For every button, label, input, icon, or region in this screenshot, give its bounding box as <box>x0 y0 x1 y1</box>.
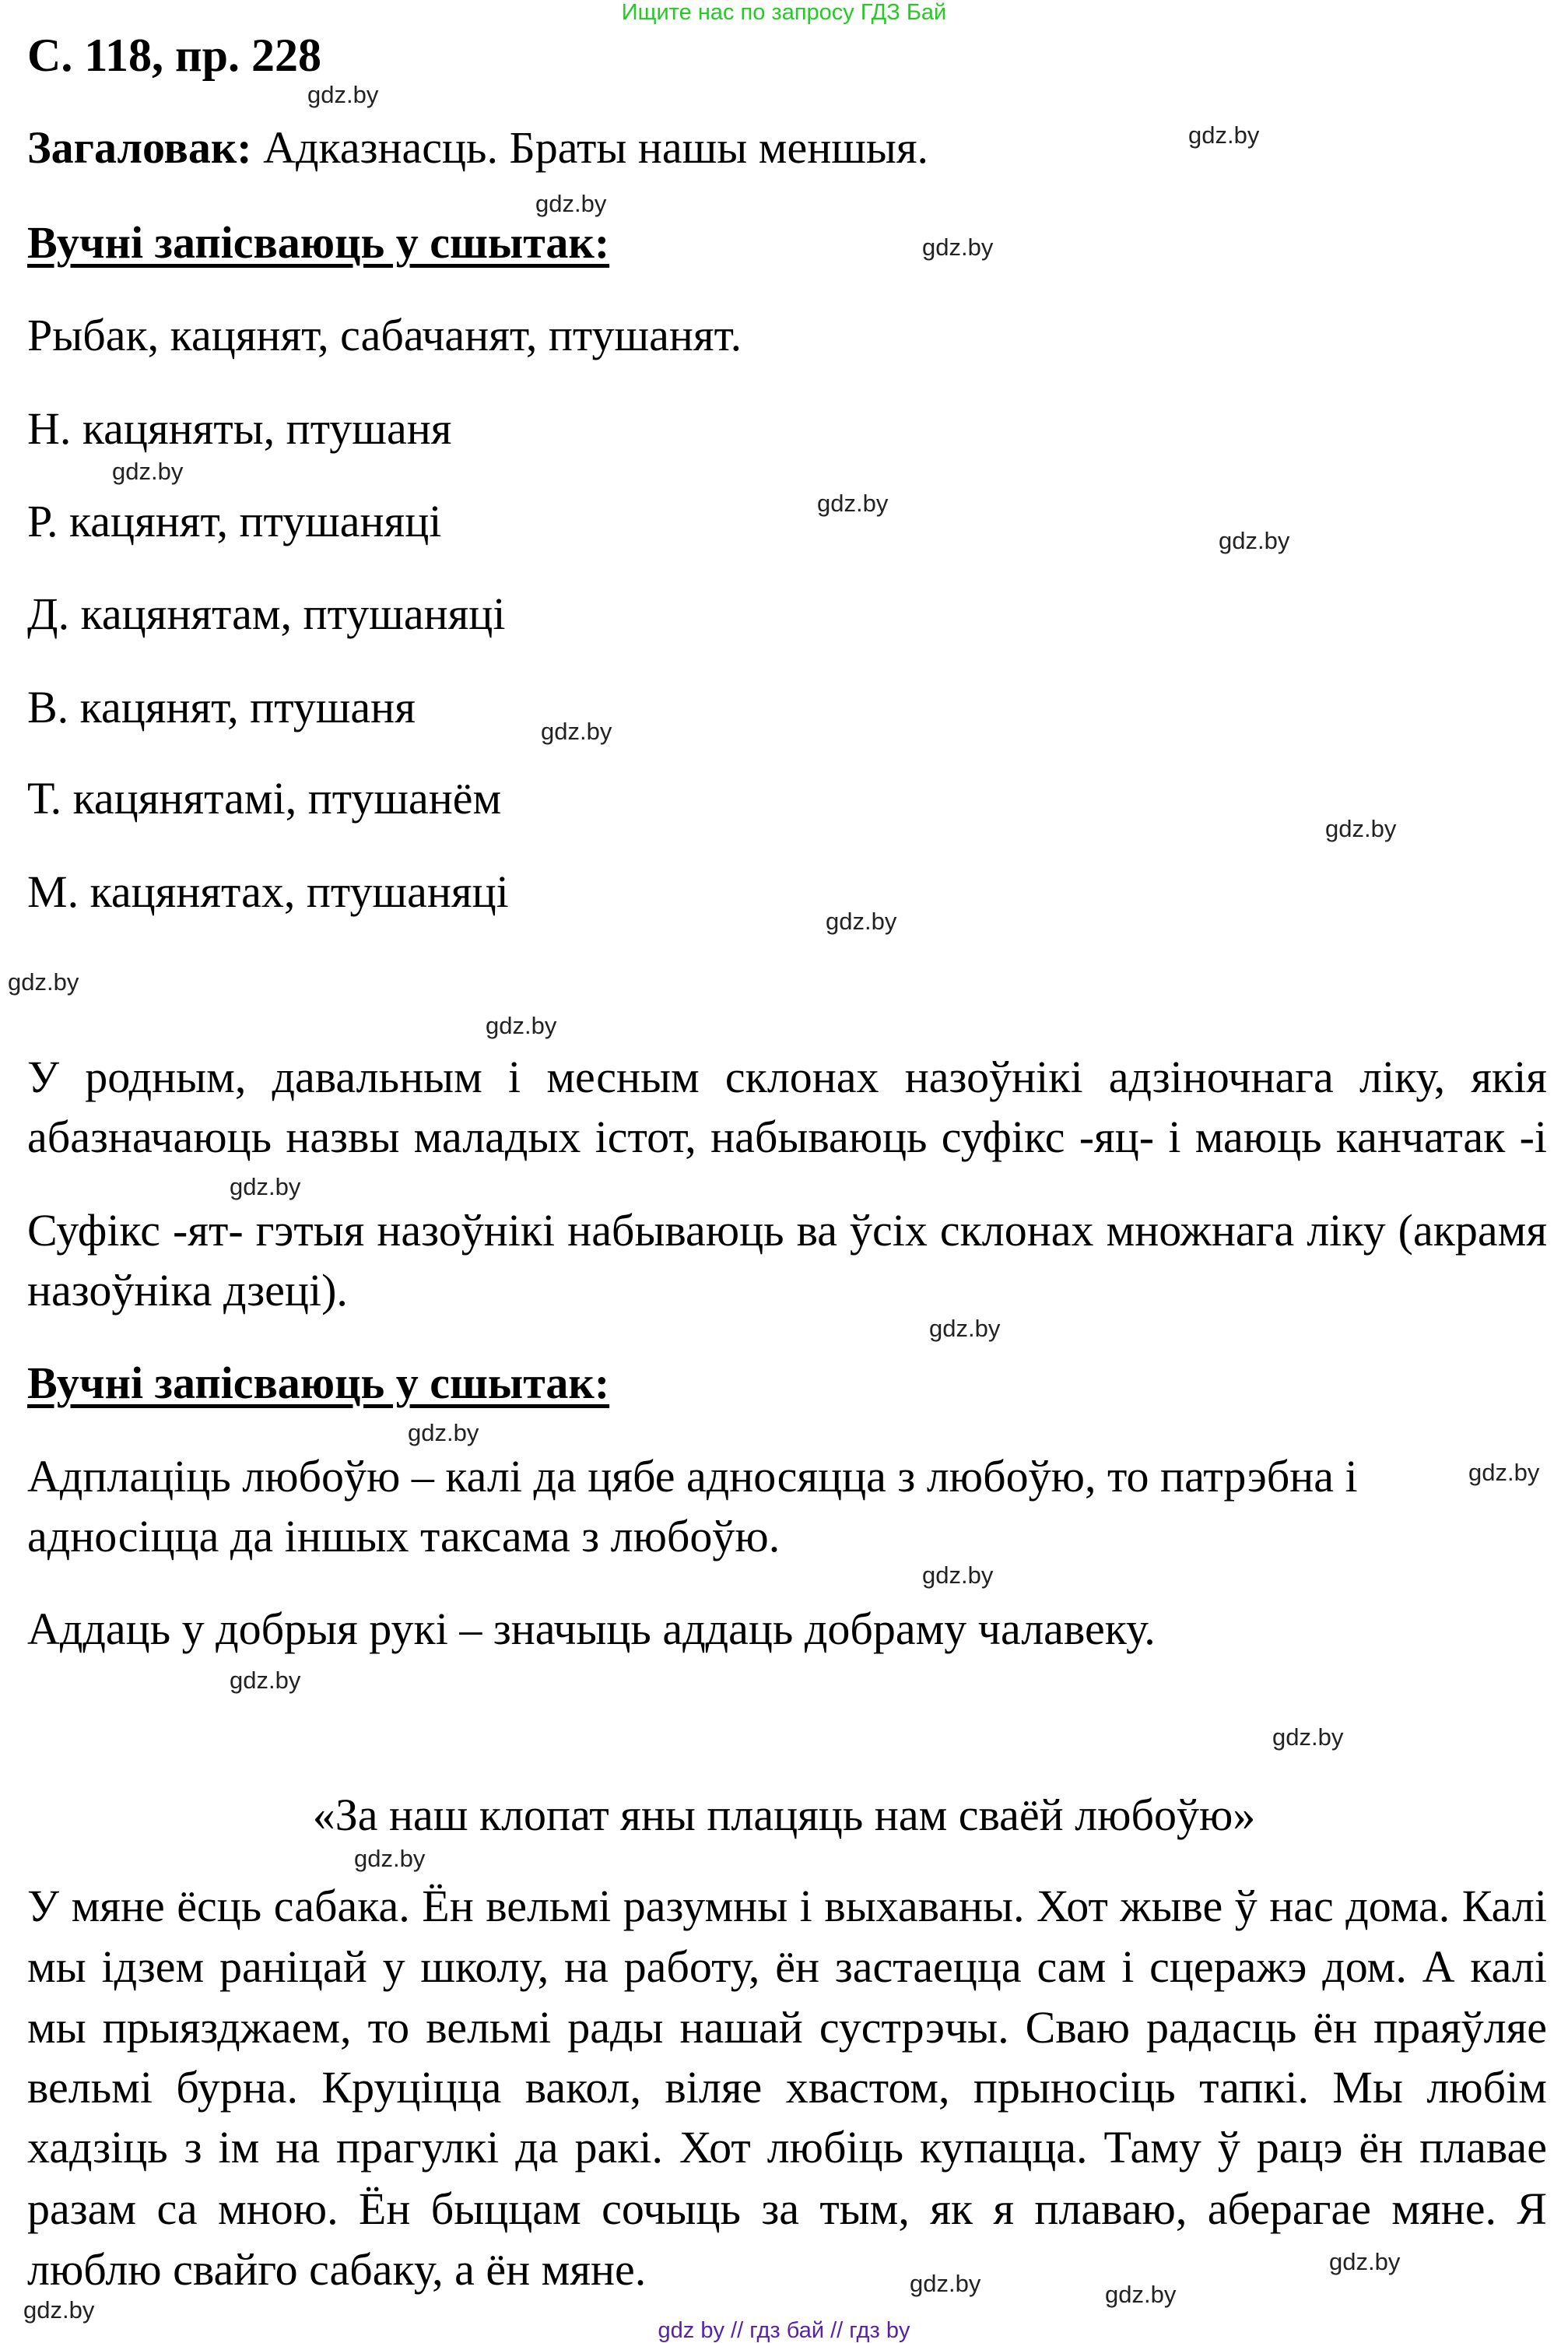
story-line: разам са мною. Ён быццам сочыць за тым, як я плаваю, аберагае мяне. Я <box>27 2183 1547 2234</box>
rule-line: назоўніка дзеці). <box>27 1265 348 1316</box>
case-line: Д. кацянятам, птушаняці <box>27 588 506 639</box>
story-line: У мяне ёсць сабака. Ён вельмі разумны і выхаваны. Хот жыве ў нас дома. Калі <box>27 1881 1547 1931</box>
watermark: gdz.by <box>112 458 184 485</box>
phrase-line: Адплаціць любоўю – калі да цябе адносяцца з любоўю, то патрэбна і <box>27 1451 1358 1502</box>
rule-line: Суфікс -ят- гэтыя назоўнікі набываюць ва ўсіх склонах множнага ліку (акрамя <box>27 1205 1547 1256</box>
story-line: вельмі бурна. Круціцца вакол, віляе хвастом, прыносіць тапкі. Мы любім <box>27 2062 1547 2113</box>
page-title: С. 118, пр. 228 <box>27 30 321 81</box>
section-heading-2: Вучні запісваюць у сшытак: <box>27 1358 610 1408</box>
rule-line: У родным, давальным і месным склонах назоўнікі адзіночнага ліку, якія <box>27 1052 1547 1102</box>
watermark: gdz.by <box>230 1667 301 1694</box>
case-line: В. кацянят, птушаня <box>27 682 416 732</box>
watermark: gdz.by <box>922 1561 994 1589</box>
heading-line <box>27 124 928 172</box>
watermark: gdz.by <box>929 1315 1001 1342</box>
case-line: М. кацянятах, птушаняці <box>27 866 509 917</box>
story-line: мы прыязджаем, то вельмі рады нашай сустрэчы. Сваю радасць ён праяўляе <box>27 2002 1547 2053</box>
watermark: gdz.by <box>922 234 994 261</box>
case-line: Т. кацянятамі, птушанём <box>27 773 502 824</box>
watermark: gdz.by <box>1188 121 1260 149</box>
watermark: gdz.by <box>408 1419 479 1446</box>
rule-line: абазначаюць назвы маладых істот, набываюць суфікс -яц- і маюць канчатак -і <box>27 1112 1547 1162</box>
watermark: gdz.by <box>8 968 79 996</box>
watermark: gdz.by <box>307 81 379 108</box>
watermark: gdz.by <box>817 490 889 517</box>
watermark: gdz.by <box>1468 1459 1540 1486</box>
section-heading-1: Вучні запісваюць у сшытак: <box>27 217 610 268</box>
heading-text: Адказнасць. Браты нашы меншыя. <box>251 122 929 173</box>
heading-label: Загаловак: <box>27 122 252 173</box>
watermark: gdz.by <box>535 190 607 217</box>
watermark: gdz.by <box>826 908 897 935</box>
watermark: gdz.by <box>486 1012 557 1039</box>
watermark: gdz.by <box>354 1845 426 1872</box>
watermark: gdz.by <box>1105 2281 1177 2308</box>
story-title: «За наш клопат яны плацяць нам сваёй любоўю» <box>312 1790 1256 1840</box>
phrase-line: Аддаць у добрыя рукі – значыць аддаць добраму чалавеку. <box>27 1604 1156 1654</box>
words-line: Рыбак, кацянят, сабачанят, птушанят. <box>27 310 742 360</box>
case-line: Н. кацяняты, птушаня <box>27 403 452 454</box>
watermark: gdz.by <box>1329 2248 1401 2275</box>
watermark: gdz.by <box>1219 527 1290 554</box>
watermark: gdz.by <box>1325 815 1397 842</box>
watermark: gdz.by <box>541 718 612 745</box>
footer-links: gdz by // гдз бай // гдз by <box>658 2318 910 2343</box>
watermark: gdz.by <box>230 1173 301 1200</box>
watermark: gdz.by <box>23 2296 95 2324</box>
phrase-line: адносіцца да іншых таксама з любоўю. <box>27 1511 780 1561</box>
watermark: gdz.by <box>1272 1723 1344 1751</box>
story-line: мы ідзем раніцай у школу, на работу, ён застаецца сам і сцеражэ дом. А калі <box>27 1941 1547 1992</box>
story-line: люблю свайго сабаку, а ён мяне. <box>27 2244 647 2295</box>
search-banner: Ищите нас по запросу ГДЗ Бай <box>621 0 947 25</box>
story-line: хадзіць з ім на прагулкі да ракі. Хот любіць купацца. Таму ў рацэ ён плавае <box>27 2122 1547 2173</box>
case-line: Р. кацянят, птушаняці <box>27 496 442 546</box>
watermark: gdz.by <box>910 2270 981 2297</box>
